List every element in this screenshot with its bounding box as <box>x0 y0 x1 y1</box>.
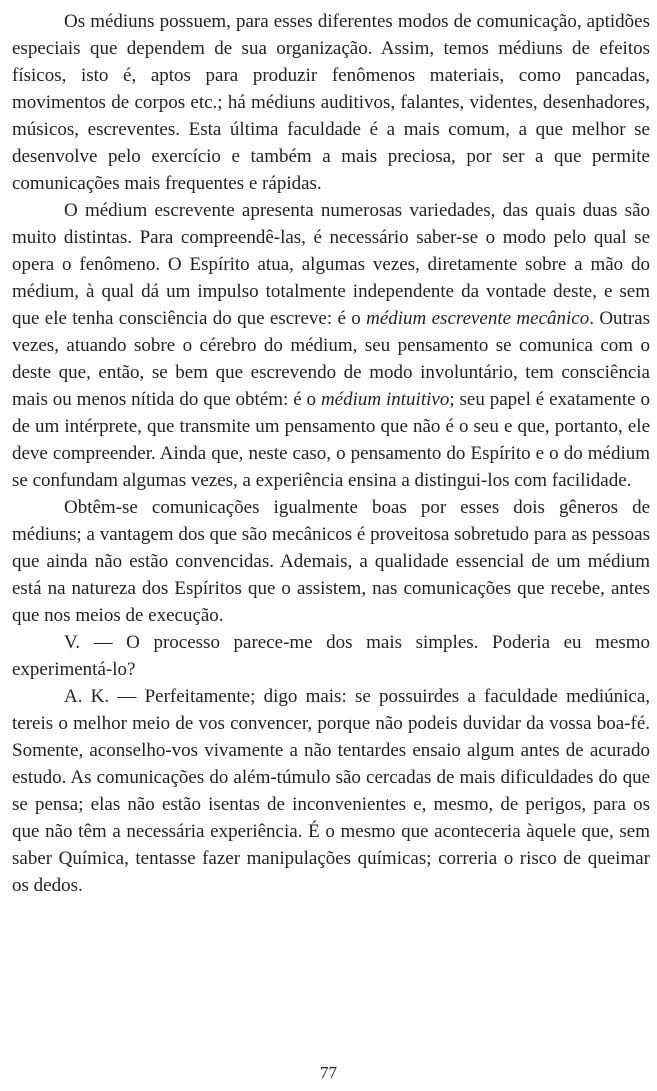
paragraph-5-dialogue-ak <box>12 683 650 899</box>
paragraph-1-text: Os médiuns possuem, para esses diferentes modos de comunicação, aptidões especiais que dependem de sua organização. Assim, temos médiuns de efeitos físicos, isto é, aptos para produzir fenômenos materiais, como pancadas, movimentos de corpos etc.; há médiuns auditivos, falantes, videntes, desenhadores, músicos, escreventes. Esta última faculdade é a mais comum, a que melhor se desenvolve pelo exercício e também a mais preciosa, por ser a que permite comunicações mais frequentes e rápidas. <box>12 11 650 194</box>
paragraph-3-text: Obtêm-se comunicações igualmente boas por esses dois gêneros de médiuns; a vantagem dos que são mecânicos é proveitosa sobretudo para as pessoas que ainda não estão convencidas. Ademais, a qualidade essencial de um médium está na natureza dos Espíritos que o assistem, nas comunicações que recebe, antes que nos meios de execução. <box>12 497 650 626</box>
paragraph-4-text: V. — O processo parece-me dos mais simples. Poderia eu mesmo experimentá-lo? <box>12 632 650 680</box>
paragraph-5-text: A. K. — Perfeitamente; digo mais: se possuirdes a faculdade mediúnica, tereis o melhor meio de vos convencer, porque não podeis duvidar da vossa boa-fé. Somente, aconselho-vos vivamente a não tentardes ensaio algum antes de acurado estudo. As comunicações do além-túmulo são cercadas de mais dificuldades do que se pensa; elas não estão isentas de inconvenientes e, mesmo, de perigos, para os que não têm a necessária experiência. É o mesmo que aconteceria àquele que, sem saber Química, tentasse fazer manipulações químicas; correria o risco de queimar os dedos. <box>12 686 650 896</box>
paragraph-1 <box>12 8 650 197</box>
paragraph-2-text-a: O médium escrevente apresenta numerosas variedades, das quais duas são muito distintas. Para compreendê-las, é necessário saber-se o modo pelo qual se opera o fenômeno. O Espírito atua, algumas vezes, diretamente sobre a mão do médium, à qual dá um impulso totalmente independente da vontade deste, e sem que ele tenha consciência do que escreve: é o <box>12 200 650 329</box>
paragraph-2-text-b: . Outras vezes, atuando sobre o cérebro do médium, seu pensamento se comunica com o deste que, então, se bem que escrevendo de modo involuntário, tem consciência mais ou menos nítida do que obtém: é o <box>12 308 650 410</box>
paragraph-2-text-c: ; seu papel é exatamente o de um intérprete, que transmite um pensamento que não é o seu e que, portanto, ele deve compreender. Ainda que, neste caso, o pensamento do Espírito e o do médium se confundam algumas vezes, a experiência ensina a distingui-los com facilidade. <box>12 389 651 491</box>
paragraph-4-dialogue-v <box>12 629 650 683</box>
paragraph-3 <box>12 494 650 629</box>
page-body <box>12 8 650 899</box>
paragraph-2 <box>12 197 650 494</box>
page-number: 77 <box>320 1063 337 1082</box>
term-medium-intuitivo: médium intuitivo <box>320 389 450 410</box>
term-medium-escrevente-mecanico: médium escrevente mecânico <box>366 308 590 329</box>
